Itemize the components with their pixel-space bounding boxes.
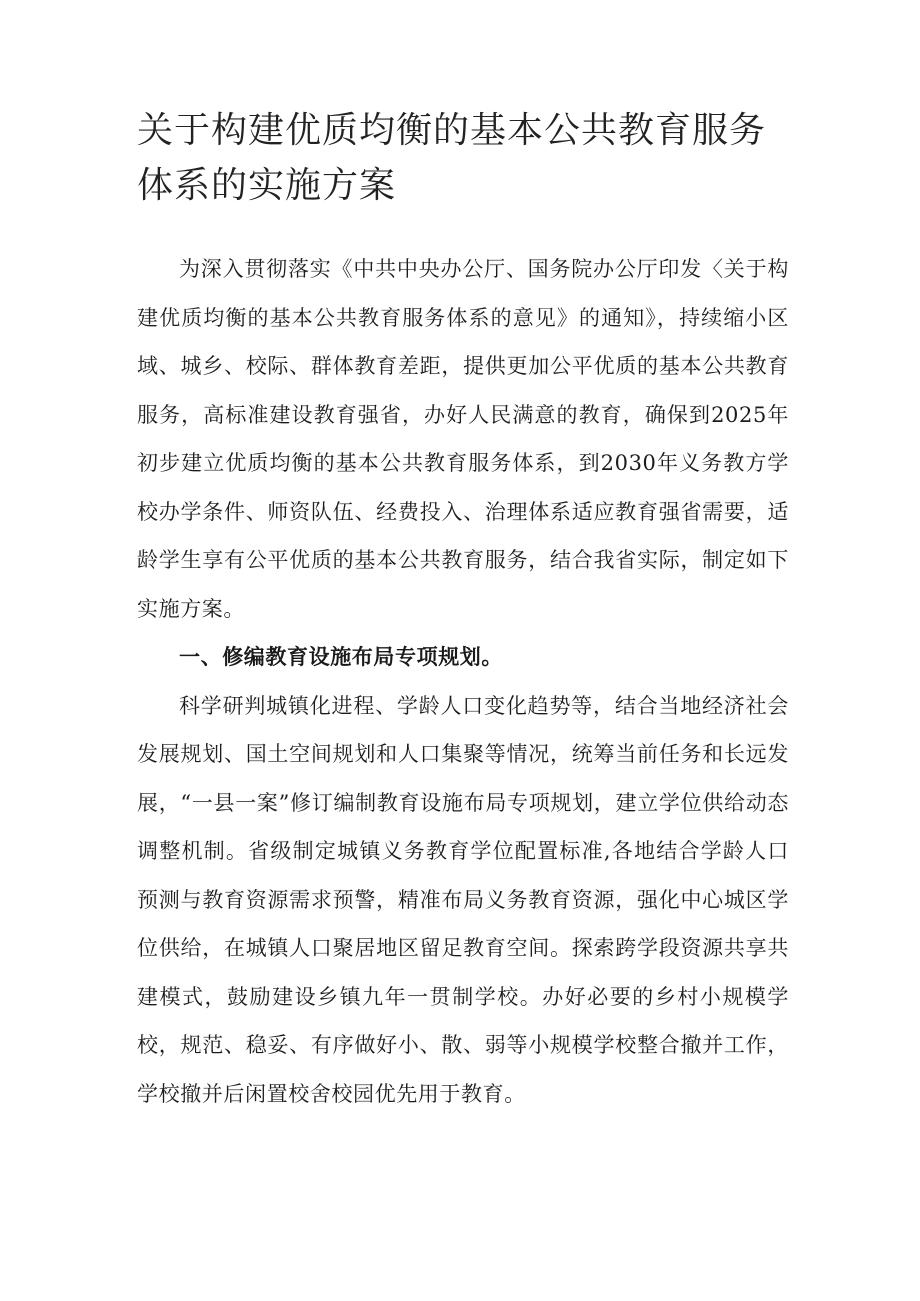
section-1-heading: 一、修编教育设施布局专项规划。 <box>179 645 503 669</box>
document-title: 关于构建优质均衡的基本公共教育服务体系的实施方案 <box>137 110 767 206</box>
intro-paragraph: 为深入贯彻落实《中共中央办公厅、国务院办公厅印发〈关于构建优质均衡的基本公共教育服务体系的意见》的通知》，持续缩小区域、城乡、校际、群体教育差距，提供更加公平优质的基本公共教育服务，高标准建设教育强省，办好人民满意的教育，确保到2025年初步建立优质均衡的基本公共教育服务体系，到2030年义务教方学校办学条件、师资队伍、经费投入、治理体系适应教育强省需要，适龄学生享有公平优质的基本公共教育服务，结合我省实际，制定如下实施方案。 <box>137 257 789 621</box>
document-body <box>137 245 789 1118</box>
section-1-paragraph: 科学研判城镇化进程、学龄人口变化趋势等，结合当地经济社会发展规划、国土空间规划和人口集聚等情况，统筹当前任务和长远发展，“一县一案”修订编制教育设施布局专项规划，建立学位供给动态调整机制。省级制定城镇义务教育学位配置标准,各地结合学龄人口预测与教育资源需求预警，精准布局义务教育资源，强化中心城区学位供给，在城镇人口聚居地区留足教育空间。探索跨学段资源共享共建模式，鼓励建设乡镇九年一贯制学校。办好必要的乡村小规模学校，规范、稳妥、有序做好小、散、弱等小规模学校整合撤并工作，学校撤并后闲置校舍校园优先用于教育。 <box>137 693 789 1106</box>
